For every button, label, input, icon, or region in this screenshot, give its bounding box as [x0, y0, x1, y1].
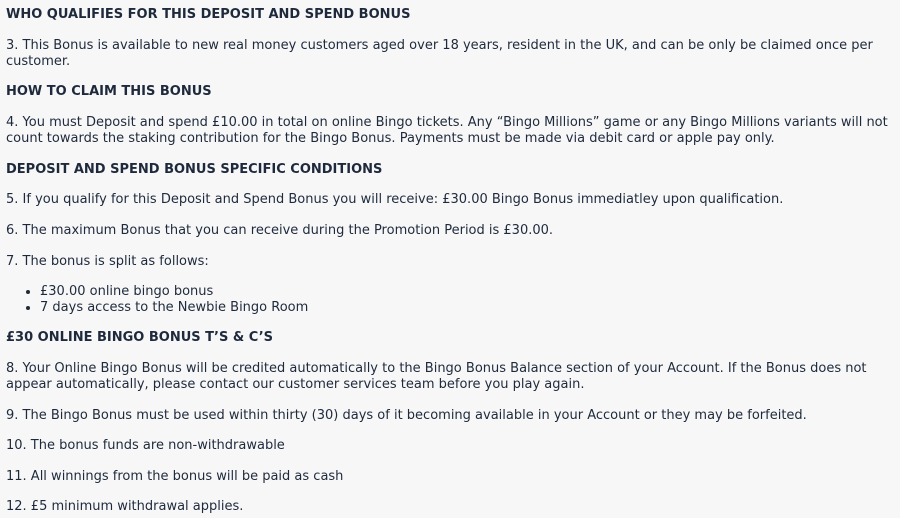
term-paragraph-7: 7. The bonus is split as follows: [6, 254, 209, 269]
section-heading-who-qualifies: WHO QUALIFIES FOR THIS DEPOSIT AND SPEND BONUS [6, 7, 411, 22]
term-paragraph-10: 10. The bonus funds are non-withdrawable [6, 438, 285, 453]
term-paragraph-9: 9. The Bingo Bonus must be used within thirty (30) days of it becoming available in your Account or they may be forfeited. [6, 408, 807, 423]
term-paragraph-11: 11. All winnings from the bonus will be paid as cash [6, 469, 344, 484]
list-item: • £30.00 online bingo bonus [40, 284, 308, 300]
term-paragraph-4: 4. You must Deposit and spend £10.00 in total on online Bingo tickets. Any “Bingo Millions” game or any Bingo Millions variants will not count towards the staking contribution for the Bingo Bonus. Payments must be made via debit card or apple pay only. [6, 115, 888, 146]
term-paragraph-8: 8. Your Online Bingo Bonus will be credited automatically to the Bingo Bonus Balance section of your Account. If the Bonus does not appear automatically, please contact our customer services team before you play again. [6, 361, 867, 392]
term-paragraph-5: 5. If you qualify for this Deposit and Spend Bonus you will receive: £30.00 Bingo Bonus immediatley upon qualification. [6, 192, 784, 207]
term-paragraph-12: 12. £5 minimum withdrawal applies. [6, 499, 244, 514]
bonus-split-list [6, 284, 308, 316]
section-heading-specific-conditions: DEPOSIT AND SPEND BONUS SPECIFIC CONDITIONS [6, 162, 383, 177]
list-item: • 7 days access to the Newbie Bingo Room [40, 300, 308, 316]
section-heading-how-to-claim: HOW TO CLAIM THIS BONUS [6, 84, 212, 99]
term-paragraph-6: 6. The maximum Bonus that you can receive during the Promotion Period is £30.00. [6, 223, 554, 238]
term-paragraph-3: 3. This Bonus is available to new real money customers aged over 18 years, resident in the UK, and can be only be claimed once per customer. [6, 38, 873, 69]
section-heading-bingo-bonus-terms: £30 ONLINE BINGO BONUS T’S & C’S [6, 330, 274, 345]
